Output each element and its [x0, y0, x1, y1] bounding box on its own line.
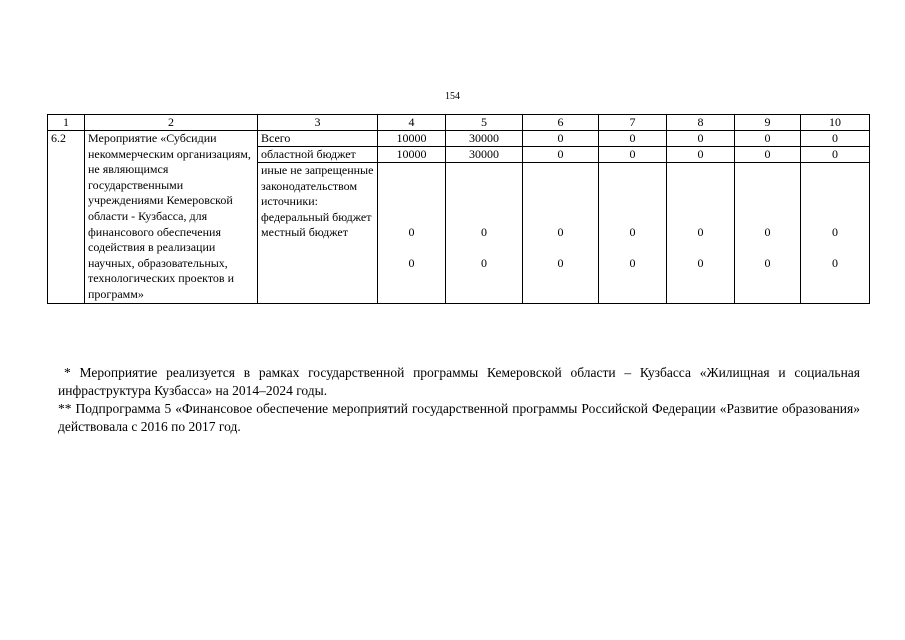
federal-value: 0 [764, 225, 771, 239]
header-cell: 9 [735, 115, 801, 131]
header-cell: 8 [667, 115, 735, 131]
federal-budget-label: федеральный бюджет [261, 209, 372, 224]
value-stack-cell [667, 163, 735, 304]
header-cell: 2 [85, 115, 258, 131]
federal-value: 0 [481, 225, 487, 239]
value-cell: 0 [801, 147, 870, 163]
federal-value: 0 [697, 225, 704, 239]
value-stack-cell [378, 163, 446, 304]
other-sources-cell [258, 163, 378, 304]
value-stack-cell [523, 163, 599, 304]
federal-value: 0 [408, 225, 415, 239]
footnotes [58, 364, 860, 436]
header-cell: 10 [801, 115, 870, 131]
local-value: 0 [557, 256, 564, 271]
source-cell: Всего [258, 131, 378, 147]
value-cell: 30000 [446, 147, 523, 163]
local-value: 0 [629, 256, 636, 271]
row-id-cell: 6.2 [48, 131, 85, 304]
table-row-total [48, 131, 870, 147]
value-cell: 10000 [378, 147, 446, 163]
value-stack-cell [801, 163, 870, 304]
header-cell: 6 [523, 115, 599, 131]
header-cell: 4 [378, 115, 446, 131]
local-value: 0 [697, 256, 704, 271]
value-cell: 0 [523, 131, 599, 147]
federal-value: 0 [832, 225, 838, 239]
value-cell: 0 [523, 147, 599, 163]
value-cell: 0 [599, 131, 667, 147]
local-value: 0 [481, 256, 487, 271]
value-cell: 0 [735, 131, 801, 147]
value-cell: 10000 [378, 131, 446, 147]
header-cell: 3 [258, 115, 378, 131]
federal-value: 0 [629, 225, 636, 239]
footnote-2: ** Подпрограмма 5 «Финансовое обеспечение мероприятий государственной программы Российской Федерации «Развитие образования» действовала с 2016 по 2017 год. [58, 401, 860, 434]
value-cell: 0 [735, 147, 801, 163]
local-budget-label: местный бюджет [261, 225, 348, 240]
federal-value: 0 [557, 225, 564, 239]
source-cell: областной бюджет [258, 147, 378, 163]
value-cell: 0 [667, 131, 735, 147]
value-stack-cell [735, 163, 801, 304]
value-cell: 30000 [446, 131, 523, 147]
other-sources-label: иные не запрещенные законодательством источники: [261, 163, 374, 209]
value-stack-cell [599, 163, 667, 304]
header-cell: 5 [446, 115, 523, 131]
event-name-cell: Мероприятие «Субсидии некоммерческим организациям, не являющимся государственными учреждениями Кемеровской области - Кузбасса, для финансового обеспечения содействия в реализации научных, образовательных, технологических проектов и программ» [85, 131, 258, 304]
header-cell: 1 [48, 115, 85, 131]
footnote-1: * Мероприятие реализуется в рамках государственной программы Кемеровской области – Кузбасса «Жилищная и социальная инфраструктура Кузбасса» на 2014–2024 годы. [58, 365, 860, 398]
local-value: 0 [408, 256, 415, 271]
page-number: 154 [445, 91, 460, 102]
local-value: 0 [832, 256, 838, 271]
local-value: 0 [764, 256, 771, 271]
header-row [48, 115, 870, 131]
value-cell: 0 [667, 147, 735, 163]
header-cell: 7 [599, 115, 667, 131]
value-cell: 0 [599, 147, 667, 163]
value-cell: 0 [801, 131, 870, 147]
funding-table [47, 114, 870, 304]
value-stack-cell [446, 163, 523, 304]
